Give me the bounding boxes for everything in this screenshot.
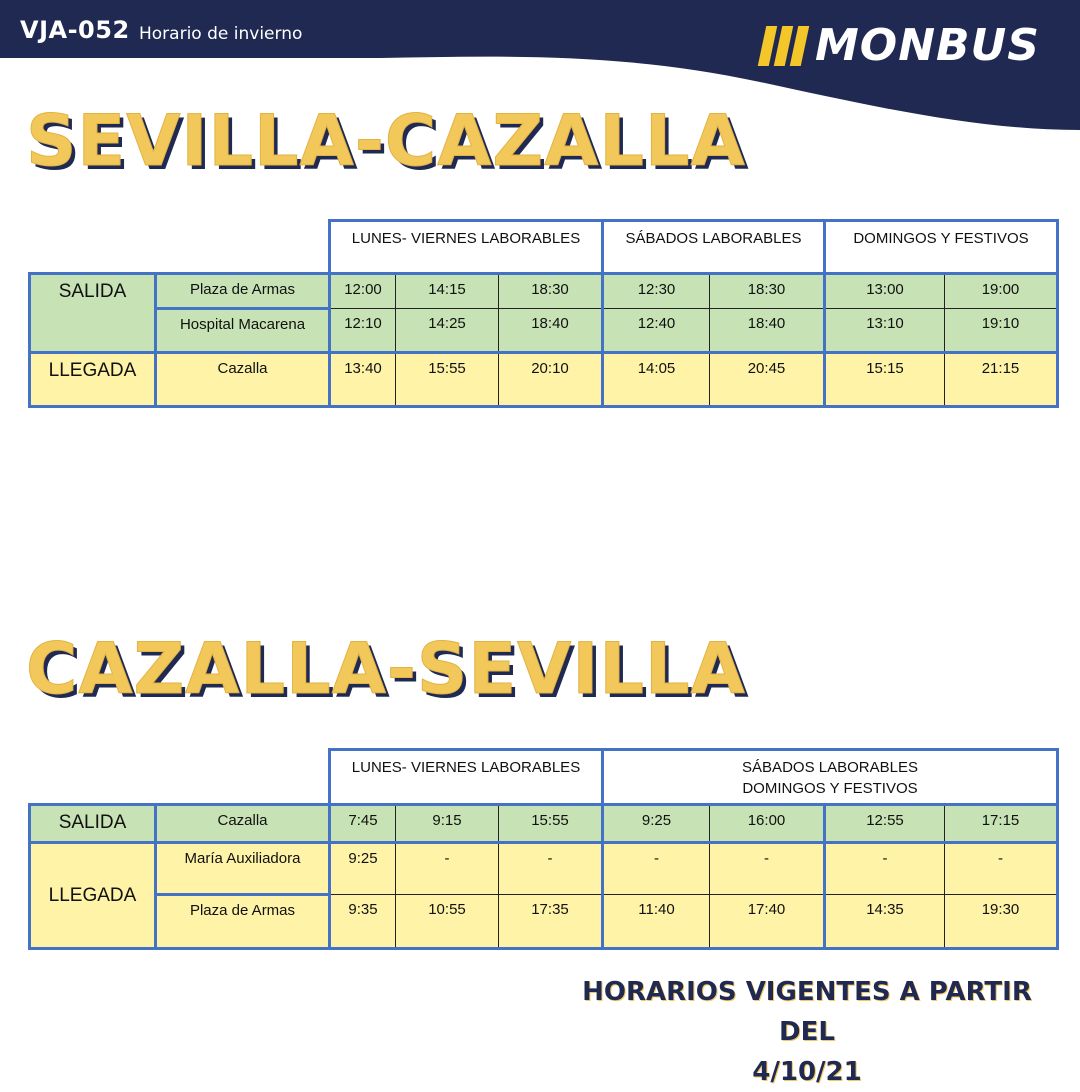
group-header-line: DOMINGOS Y FESTIVOS — [742, 780, 918, 797]
time-cell: 18:30 — [499, 274, 603, 309]
stop-name: Plaza de Armas — [156, 895, 330, 949]
table-row — [30, 895, 1058, 949]
table-corner — [30, 221, 330, 274]
time-cell: 19:30 — [945, 895, 1058, 949]
group-header-saturdays: SÁBADOS LABORABLES — [603, 221, 825, 274]
stop-name: Cazalla — [156, 805, 330, 843]
time-cell: 16:00 — [710, 805, 825, 843]
time-cell: 20:10 — [499, 353, 603, 407]
time-cell: - — [603, 843, 710, 895]
outbound-title: SEVILLA-CAZALLA — [26, 100, 746, 182]
group-header-weekends — [603, 750, 1058, 805]
llegada-label: LLEGADA — [30, 843, 156, 949]
table-row — [30, 843, 1058, 895]
notice-line: HORARIOS VIGENTES A PARTIR DEL — [582, 977, 1032, 1047]
time-cell: 15:55 — [396, 353, 499, 407]
time-cell: 18:30 — [710, 274, 825, 309]
monbus-logo — [762, 20, 1040, 71]
time-cell: 12:30 — [603, 274, 710, 309]
time-cell: 17:15 — [945, 805, 1058, 843]
table-row — [30, 805, 1058, 843]
time-cell: 17:40 — [710, 895, 825, 949]
inbound-title: CAZALLA-SEVILLA — [26, 628, 746, 710]
time-cell: - — [396, 843, 499, 895]
time-cell: 13:10 — [825, 309, 945, 353]
time-cell: - — [825, 843, 945, 895]
salida-label: SALIDA — [30, 805, 156, 843]
time-cell: 14:05 — [603, 353, 710, 407]
stop-name: María Auxiliadora — [156, 843, 330, 895]
time-cell: 14:15 — [396, 274, 499, 309]
group-header-weekdays: LUNES- VIERNES LABORABLES — [330, 221, 603, 274]
time-cell: 17:35 — [499, 895, 603, 949]
time-cell: - — [710, 843, 825, 895]
logo-text: MONBUS — [815, 20, 1040, 71]
time-cell: 15:15 — [825, 353, 945, 407]
schedule-subtitle: Horario de invierno — [139, 24, 303, 44]
time-cell: 13:00 — [825, 274, 945, 309]
time-cell: 13:40 — [330, 353, 396, 407]
inbound-timetable — [28, 748, 1059, 950]
time-cell: 18:40 — [499, 309, 603, 353]
llegada-label: LLEGADA — [30, 353, 156, 407]
time-cell: 20:45 — [710, 353, 825, 407]
time-cell: - — [945, 843, 1058, 895]
time-cell: 19:10 — [945, 309, 1058, 353]
time-cell: 10:55 — [396, 895, 499, 949]
validity-notice — [552, 972, 1062, 1092]
time-cell: 9:25 — [330, 843, 396, 895]
table-corner — [30, 750, 330, 805]
group-header-sundays: DOMINGOS Y FESTIVOS — [825, 221, 1058, 274]
time-cell: - — [499, 843, 603, 895]
time-cell: 12:40 — [603, 309, 710, 353]
time-cell: 7:45 — [330, 805, 396, 843]
time-cell: 9:35 — [330, 895, 396, 949]
stop-name: Hospital Macarena — [156, 309, 330, 353]
table-row — [30, 353, 1058, 407]
salida-label: SALIDA — [30, 274, 156, 353]
time-cell: 18:40 — [710, 309, 825, 353]
group-header-line: SÁBADOS LABORABLES — [742, 759, 918, 776]
outbound-timetable — [28, 219, 1059, 408]
time-cell: 14:35 — [825, 895, 945, 949]
notice-date: 4/10/21 — [752, 1057, 862, 1087]
time-cell: 9:15 — [396, 805, 499, 843]
time-cell: 19:00 — [945, 274, 1058, 309]
time-cell: 14:25 — [396, 309, 499, 353]
stop-name: Cazalla — [156, 353, 330, 407]
time-cell: 12:00 — [330, 274, 396, 309]
table-row — [30, 309, 1058, 353]
time-cell: 11:40 — [603, 895, 710, 949]
time-cell: 12:10 — [330, 309, 396, 353]
table-row — [30, 274, 1058, 309]
time-cell: 12:55 — [825, 805, 945, 843]
logo-stripes-icon — [762, 26, 805, 66]
time-cell: 9:25 — [603, 805, 710, 843]
group-header-weekdays: LUNES- VIERNES LABORABLES — [330, 750, 603, 805]
route-code: VJA-052 — [20, 16, 130, 44]
time-cell: 21:15 — [945, 353, 1058, 407]
stop-name: Plaza de Armas — [156, 274, 330, 309]
time-cell: 15:55 — [499, 805, 603, 843]
